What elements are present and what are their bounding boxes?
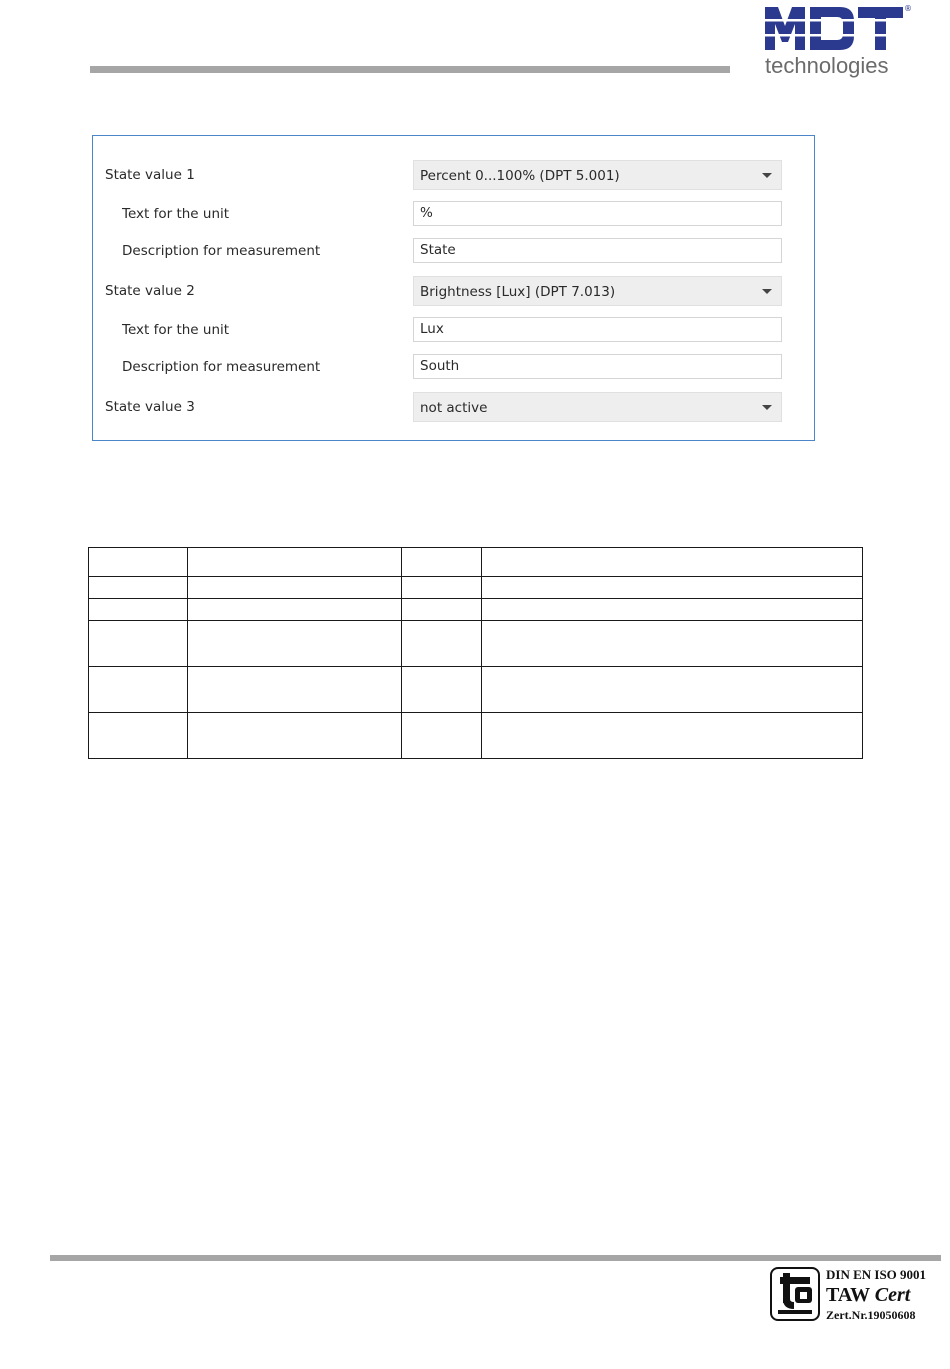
table-cell (89, 667, 188, 713)
description-input-1[interactable]: State (413, 238, 782, 263)
state-value-2-select[interactable] (413, 276, 782, 306)
table-cell (89, 548, 188, 577)
table-header-row (89, 548, 863, 577)
param-row-state-value-3 (93, 392, 814, 422)
table-cell (89, 577, 188, 599)
table-cell (402, 599, 482, 621)
table-row (89, 599, 863, 621)
unit-text-input-2[interactable]: Lux (413, 317, 782, 342)
table-cell (482, 577, 863, 599)
cert-standard: DIN EN ISO 9001 (826, 1267, 927, 1282)
param-label: Text for the unit (122, 206, 230, 222)
mdt-wordmark-icon (764, 4, 904, 52)
param-row-description-2 (93, 352, 814, 382)
cert-number: Zert.Nr.19050608 (826, 1308, 916, 1322)
logo-tagline: technologies (765, 53, 889, 78)
table-cell (89, 713, 188, 759)
state-value-3-select[interactable] (413, 392, 782, 422)
taw-cert-logo-icon (770, 1267, 820, 1321)
table-cell (188, 577, 402, 599)
parameter-panel (92, 135, 815, 441)
table-cell (482, 667, 863, 713)
table-cell (188, 599, 402, 621)
table-cell (402, 621, 482, 667)
chevron-down-icon (762, 173, 772, 178)
table-row (89, 713, 863, 759)
param-row-unit-2 (93, 315, 814, 345)
table-cell (482, 621, 863, 667)
state-value-1-select[interactable] (413, 160, 782, 190)
cert-body-name: TAW (826, 1284, 870, 1306)
chevron-down-icon (762, 405, 772, 410)
param-label: Description for measurement (122, 359, 321, 375)
unit-text-input-1[interactable]: % (413, 201, 782, 226)
param-label: State value 2 (105, 283, 195, 299)
table-row (89, 667, 863, 713)
table-cell (482, 548, 863, 577)
certification-mark (770, 1267, 945, 1327)
table-cell (402, 713, 482, 759)
chevron-down-icon (762, 289, 772, 294)
param-row-state-value-2 (93, 276, 814, 306)
description-input-2[interactable]: South (413, 354, 782, 379)
header-rule (90, 66, 730, 73)
select-value: Brightness [Lux] (DPT 7.013) (420, 284, 616, 300)
table-row (89, 577, 863, 599)
select-value: Percent 0...100% (DPT 5.001) (420, 168, 620, 184)
param-label: State value 1 (105, 167, 195, 183)
table-cell (188, 667, 402, 713)
table-cell (482, 599, 863, 621)
cert-body-suffix: Cert (874, 1284, 911, 1306)
table-cell (402, 548, 482, 577)
param-label: Text for the unit (122, 322, 230, 338)
mdt-logo (764, 4, 914, 82)
table-cell (188, 713, 402, 759)
param-row-state-value-1 (93, 160, 814, 190)
param-label: State value 3 (105, 399, 195, 415)
cert-text (826, 1267, 926, 1322)
table-cell (402, 667, 482, 713)
param-row-description-1 (93, 236, 814, 266)
table-cell (188, 548, 402, 577)
select-value: not active (420, 400, 488, 416)
cert-body (826, 1282, 926, 1308)
param-label: Description for measurement (122, 243, 321, 259)
table-cell (89, 599, 188, 621)
table-cell (89, 621, 188, 667)
table-cell (188, 621, 402, 667)
table-cell (482, 713, 863, 759)
registered-mark: ® (904, 4, 912, 13)
param-row-unit-1 (93, 199, 814, 229)
table-row (89, 621, 863, 667)
footer-rule (50, 1255, 941, 1261)
table-cell (402, 577, 482, 599)
communication-objects-table (88, 547, 863, 759)
